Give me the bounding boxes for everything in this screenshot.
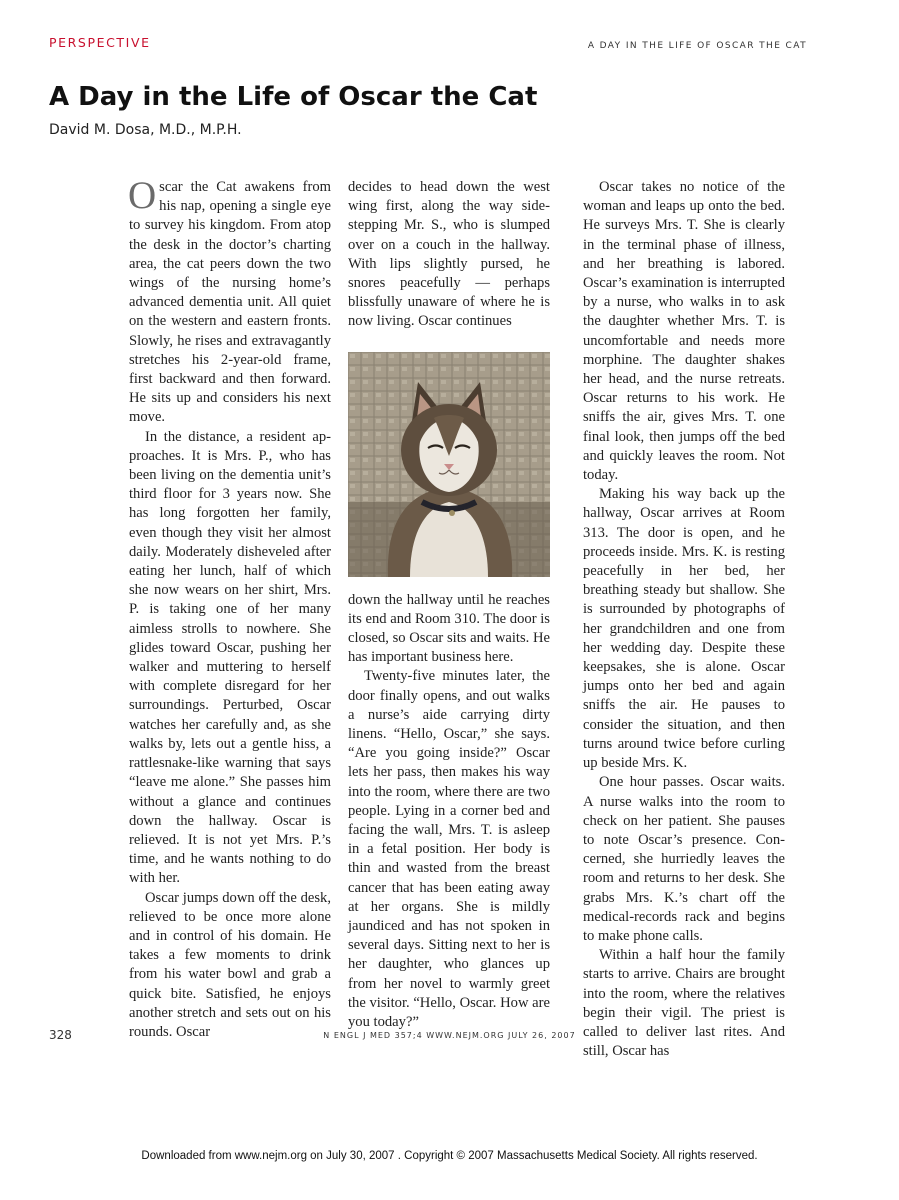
paragraph-9: One hour passes. Oscar waits. A nurse walks into the room to check on her patient. She pauses to note Oscar’s presence. Concerned, she hurriedly leaves the room and returns to her desk. She grabs Mrs. K.’s chart off the medical-records rack and begins to make phone calls. — [583, 774, 785, 944]
drop-cap: O — [128, 174, 157, 217]
text-column-3 — [583, 178, 785, 1061]
paragraph-5: down the hallway until he reaches its end and Room 310. The door is closed, so Oscar sits and waits. He has important business here. — [348, 591, 550, 666]
paragraph-6: Twenty-five minutes later, the door finally opens, and out walks a nurse’s aide carrying dirty linens. “Hello, Oscar,” she says. “Are you going inside?” Oscar lets her pass, then makes his way into the room, where there are two people. Lying in a corner bed and facing the wall, Mrs. T. is asleep in a fetal position. Her body is thin and wasted from the breast cancer that has been eating away at her organs. She is mildly jaundiced and has not spoken in several days. Sitting next to her is her daughter, who glances up from her novel to warmly greet the visitor. “Hello, Oscar. How are you today?” — [348, 668, 550, 1031]
section-label: PERSPECTIVE — [49, 35, 151, 50]
page-number: 328 — [49, 1028, 72, 1042]
article-title: A Day in the Life of Oscar the Cat — [49, 82, 538, 112]
paragraph-7: Oscar takes no notice of the woman and leaps up onto the bed. He surveys Mrs. T. She is clearly in the terminal phase of illness, and her breathing is labored. Oscar’s examination is interrupted by a nurse, who walks in to ask the daughter whether Mrs. T. is uncomfortable and needs more morphine. The daughter shakes her head, and the nurse retreats. Oscar returns to his work. He sniffs the air, gives Mrs. T. one final look, then jumps off the bed and quickly leaves the room. Not today. — [583, 179, 785, 484]
running-title: A DAY IN THE LIFE OF OSCAR THE CAT — [587, 41, 807, 51]
paragraph-1-text: scar the Cat awakens from his nap, opening a single eye to survey his kingdom. From atop the desk in the doctor’s charting area, the cat peers down the two wings of the nursing home’s advanced dementia unit. All quiet on the western and eastern fronts. Slowly, he rises and extravagantly stretches his 2-year-old frame, first backward and then forward. He sits up and considers his next move. — [129, 179, 331, 426]
oscar-cat-photo — [348, 352, 550, 577]
journal-footer: N ENGL J MED 357;4 WWW.NEJM.ORG JULY 26, 2007 — [323, 1031, 576, 1040]
paragraph-1 — [128, 174, 331, 428]
paragraph-2: In the distance, a resident approaches. It is Mrs. P., who has been living on the dementia unit’s third floor for 3 years now. She has long forgotten her family, even though they visit her almost daily. Moderately disheveled after eating her lunch, half of which she now wears on her shirt, Mrs. P. is taking one of her many aimless strolls to nowhere. She glides toward Oscar, pushing her walker and muttering to herself with complete disregard for her surroundings. Perturbed, Oscar watches her carefully and, as she walks by, lets out a gentle hiss, a rattlesnake-like warning that says “leave me alone.” She passes him without a glance and continues down the hallway. Oscar is relieved. It is not yet Mrs. P.’s time, and he wants nothing to do with her. — [129, 428, 331, 887]
paragraph-8: Making his way back up the hallway, Oscar arrives at Room 313. The door is open, and he proceeds inside. Mrs. K. is resting peacefully in her bed, her breathing steady but shallow. She is surrounded by photographs of her grandchildren and one from her wedding day. Despite these keepsakes, she is alone. Oscar jumps onto her bed and again sniffs the air. He pauses to consider the situation, and then turns around twice before curling up beside Mrs. K. — [583, 486, 785, 772]
paragraph-3: Oscar jumps down off the desk, relieved to be once more alone and in control of his domain. He takes a few moments to drink from his water bowl and grab a quick bite. Satisfied, he enjoys another stretch and sets out on his rounds. Oscar — [129, 889, 331, 1040]
text-column-1 — [128, 174, 331, 1042]
download-notice: Downloaded from www.nejm.org on July 30, 2007 . Copyright © 2007 Massachusetts Medical Society. All rights reserved. — [141, 1150, 758, 1162]
article-author: David M. Dosa, M.D., M.P.H. — [49, 122, 242, 138]
paragraph-4: decides to head down the west wing first, along the way sidestepping Mr. S., who is slumped over on a couch in the hallway. With lips slightly pursed, he snores peacefully — perhaps blissfully unaware of where he is now living. Oscar continues — [348, 179, 550, 330]
text-column-2 — [348, 178, 550, 1032]
paragraph-10: Within a half hour the family starts to arrive. Chairs are brought into the room, where the relatives begin their vigil. The priest is called to deliver last rites. And still, Oscar has — [583, 947, 785, 1060]
